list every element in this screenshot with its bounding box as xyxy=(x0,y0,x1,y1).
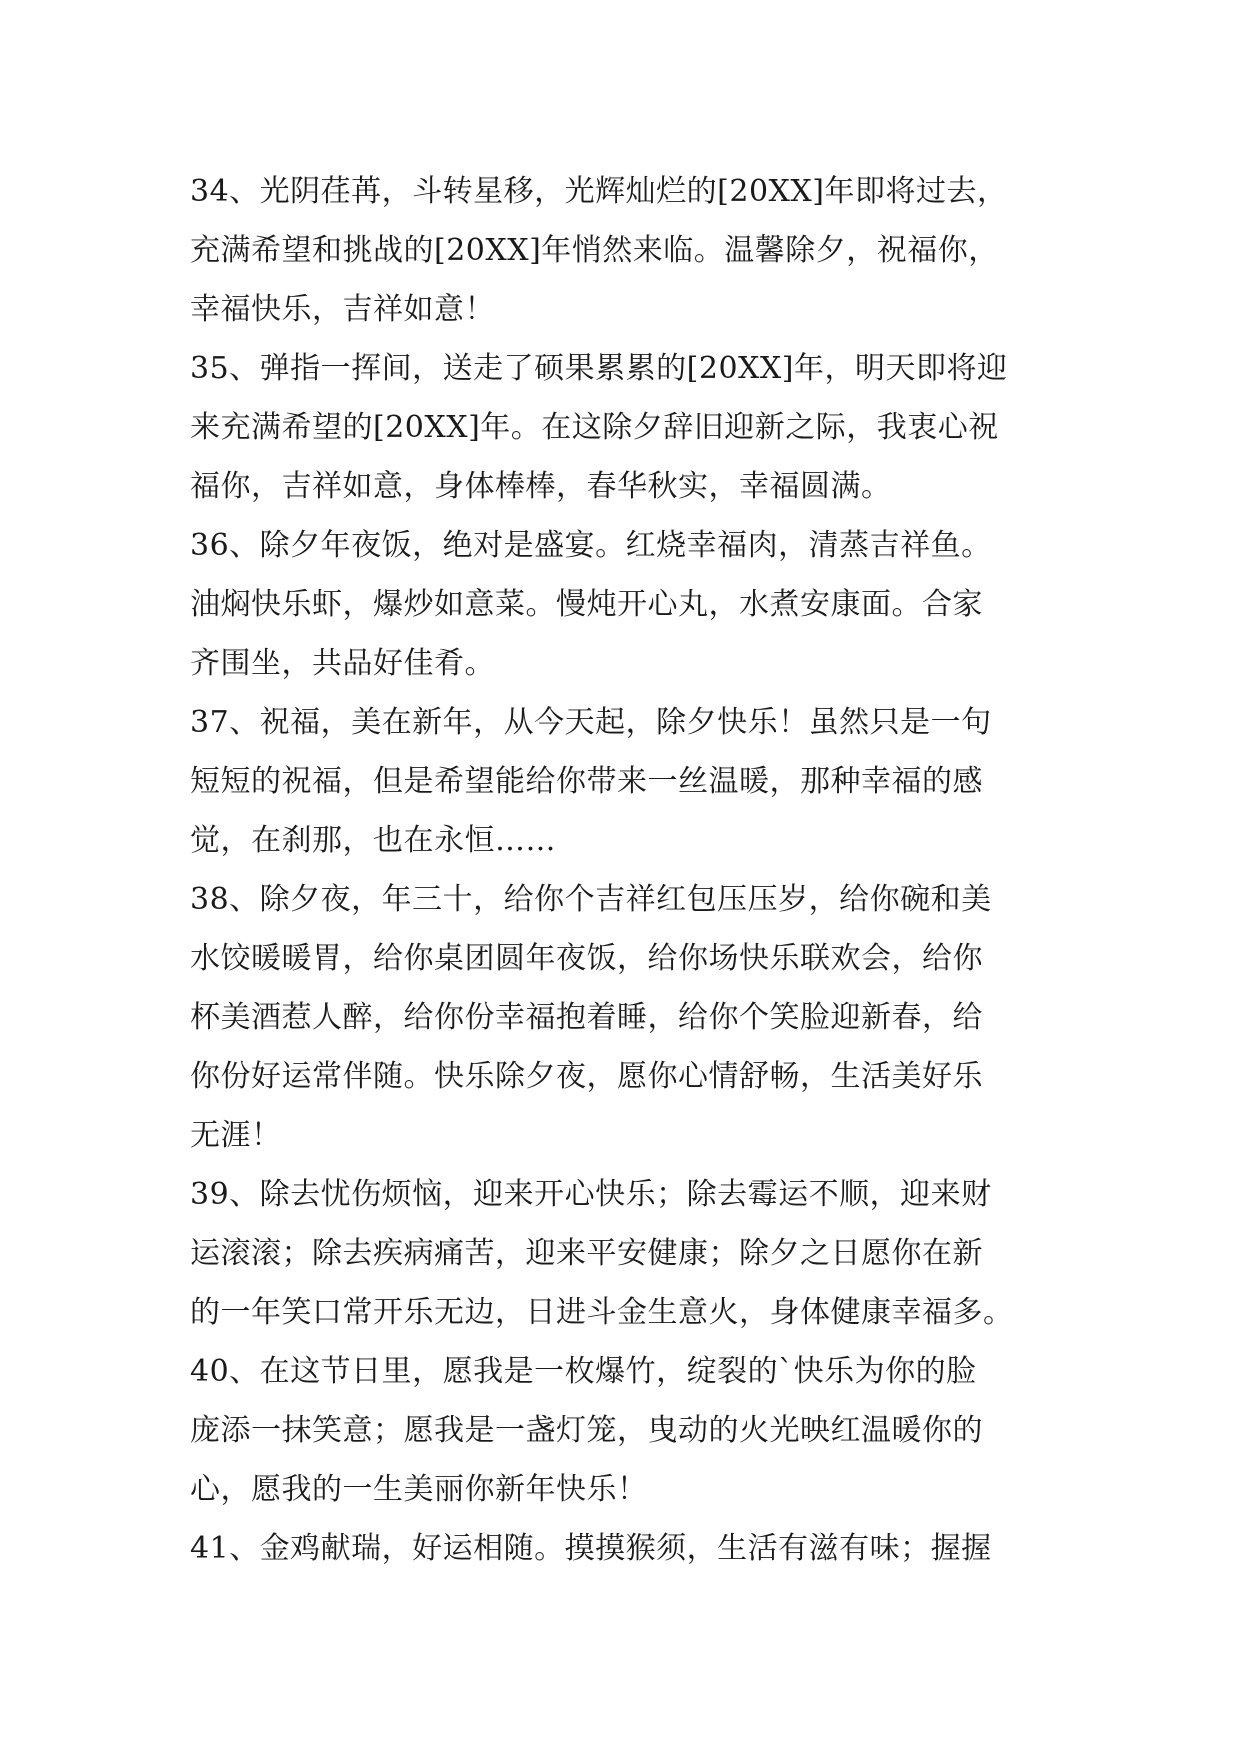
text-line: 杯美酒惹人醉，给你份幸福抱着睡，给你个笑脸迎新春，给 xyxy=(190,1000,983,1035)
text-line: 短短的祝福，但是希望能给你带来一丝温暖，那种幸福的感 xyxy=(190,764,983,799)
text-line: 无涯！ xyxy=(190,1118,282,1153)
text-line: 41、金鸡献瑞，好运相随。摸摸猴须，生活有滋有味；握握 xyxy=(190,1531,992,1566)
text-line: 37、祝福，美在新年，从今天起，除夕快乐！虽然只是一句 xyxy=(190,705,992,740)
text-line: 幸福快乐，吉祥如意！ xyxy=(190,292,495,327)
text-line: 觉，在刹那，也在永恒…… xyxy=(190,823,556,858)
text-line: 40、在这节日里，愿我是一枚爆竹，绽裂的`快乐为你的脸 xyxy=(190,1354,977,1389)
text-line: 福你，吉祥如意，身体棒棒，春华秋实，幸福圆满。 xyxy=(190,469,892,504)
text-line: 你份好运常伴随。快乐除夕夜，愿你心情舒畅，生活美好乐 xyxy=(190,1059,983,1094)
text-line: 35、弹指一挥间，送走了硕果累累的[20XX]年，明天即将迎 xyxy=(190,351,1008,386)
text-line: 来充满希望的[20XX]年。在这除夕辞旧迎新之际，我衷心祝 xyxy=(190,410,999,445)
text-line: 水饺暖暖胃，给你桌团圆年夜饭，给你场快乐联欢会，给你 xyxy=(190,941,983,976)
document-body xyxy=(190,162,1070,1578)
text-line: 庞添一抹笑意；愿我是一盏灯笼，曳动的火光映红温暖你的 xyxy=(190,1413,983,1448)
text-line: 36、除夕年夜饭，绝对是盛宴。红烧幸福肉，清蒸吉祥鱼。 xyxy=(190,528,992,563)
text-line: 38、除夕夜，年三十，给你个吉祥红包压压岁，给你碗和美 xyxy=(190,882,992,917)
text-line: 心，愿我的一生美丽你新年快乐！ xyxy=(190,1472,648,1507)
text-line: 油焖快乐虾，爆炒如意菜。慢炖开心丸，水煮安康面。合家 xyxy=(190,587,983,622)
text-line: 齐围坐，共品好佳肴。 xyxy=(190,646,495,681)
text-line: 运滚滚；除去疾病痛苦，迎来平安健康；除夕之日愿你在新 xyxy=(190,1236,983,1271)
text-line: 的一年笑口常开乐无边，日进斗金生意火，身体健康幸福多。 xyxy=(190,1295,1014,1330)
text-line: 39、除去忧伤烦恼，迎来开心快乐；除去霉运不顺，迎来财 xyxy=(190,1177,992,1212)
text-line: 34、光阴荏苒，斗转星移，光辉灿烂的[20XX]年即将过去， xyxy=(190,174,1008,209)
text-line: 充满希望和挑战的[20XX]年悄然来临。温馨除夕，祝福你， xyxy=(190,233,999,268)
